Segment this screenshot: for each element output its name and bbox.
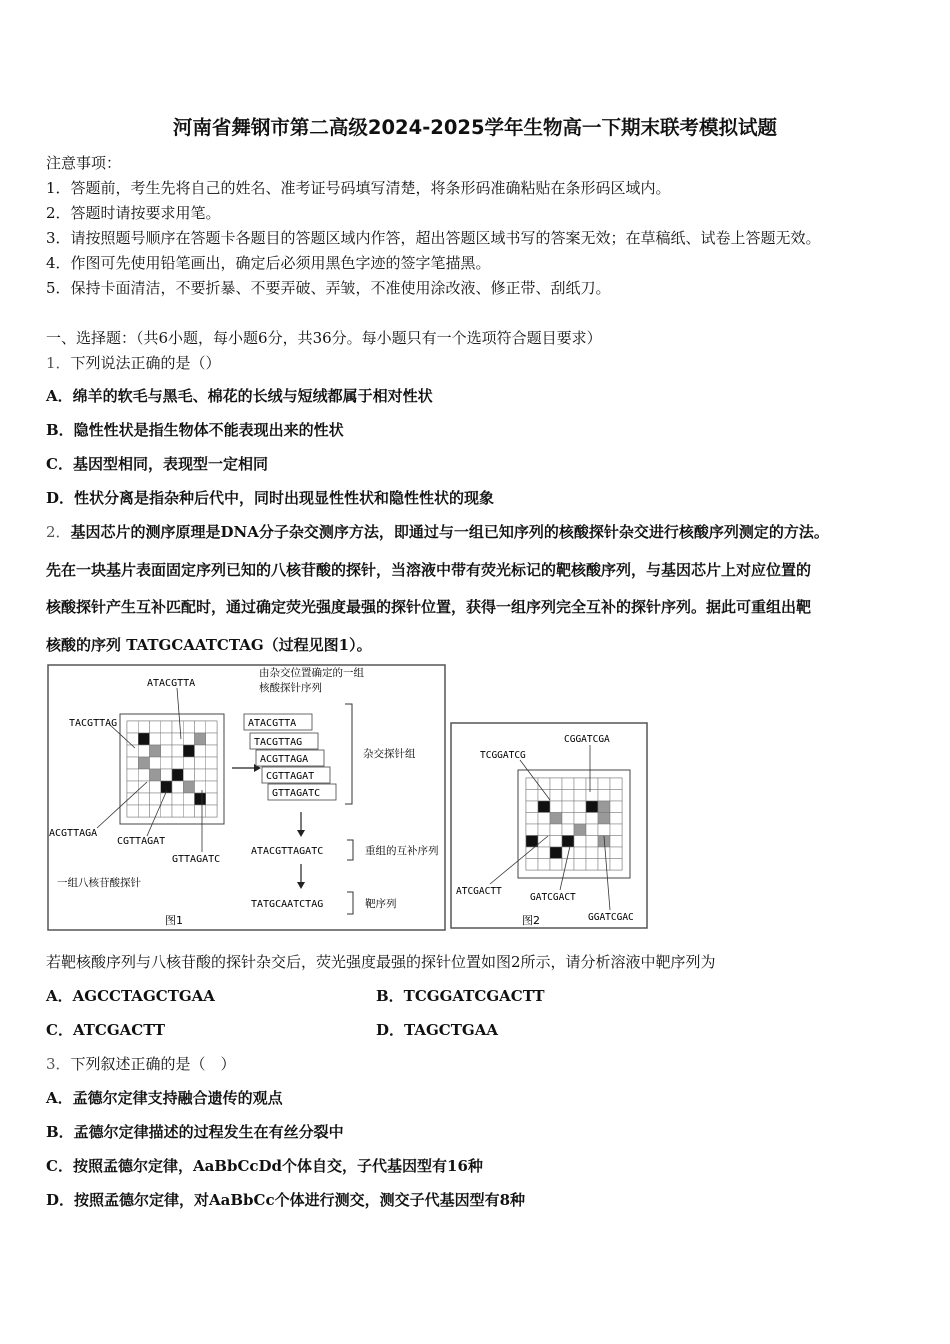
chip-cell	[172, 757, 183, 769]
chip-cell	[550, 859, 562, 871]
chip-cell	[550, 801, 562, 813]
section-heading: 一、选择题：（共6小题，每小题6分，共36分。每小题只有一个选项符合题目要求）	[46, 329, 602, 347]
chip-cell	[586, 790, 598, 802]
question-number: 1．	[46, 354, 71, 372]
chip-cell	[138, 781, 149, 793]
chip-cell	[206, 733, 217, 745]
chip-cell	[562, 859, 574, 871]
option-a: A．孟德尔定律支持融合遗传的观点	[46, 1089, 283, 1107]
stack-probe: ATACGTTA	[248, 718, 297, 729]
chip-cell	[550, 824, 562, 836]
grid-1-cells	[127, 721, 217, 817]
chip-cell	[172, 781, 183, 793]
chip-cell	[538, 824, 550, 836]
chip-cell	[206, 793, 217, 805]
option-d: D．按照孟德尔定律，对AaBbCc个体进行测交，测交子代基因型有8种	[46, 1191, 526, 1209]
chip-cell	[586, 847, 598, 859]
chip-cell	[538, 836, 550, 848]
notice-item: 4．作图可先使用铅笔画出，确定后必须用黑色字迹的签字笔描黑。	[46, 254, 491, 272]
question-2-line-1: 2．基因芯片的测序原理是DNA分子杂交测序方法，即通过与一组已知序列的核酸探针杂交进行核酸序列测定的方法。	[46, 523, 829, 541]
chip-cell	[610, 778, 622, 790]
chip-cell	[562, 801, 574, 813]
chip-cell	[610, 836, 622, 848]
chip-cell	[598, 859, 610, 871]
chip-cell	[598, 847, 610, 859]
chip-cell	[150, 721, 161, 733]
chip-cell	[538, 847, 550, 859]
chip-cell	[586, 836, 598, 848]
chip-cell	[526, 790, 538, 802]
notice-item: 3．请按照题号顺序在答题卡各题目的答题区域内作答，超出答题区域书写的答案无效；在草稿纸、试卷上答题无效。	[46, 229, 821, 247]
chip-cell	[195, 805, 206, 817]
chip-cell	[610, 813, 622, 825]
chip-cell	[183, 745, 194, 757]
question-stem: 下列说法正确的是（）	[70, 354, 221, 372]
chip-cell	[138, 745, 149, 757]
chip-cell	[574, 801, 586, 813]
chip-cell	[172, 793, 183, 805]
question-2-prompt: 若靶核酸序列与八核苷酸的探针杂交后，荧光强度最强的探针位置如图2所示，请分析溶液中靶序列为	[46, 953, 716, 971]
chip-cell	[610, 847, 622, 859]
chip-cell	[206, 745, 217, 757]
recombined-label: 重组的互补序列	[365, 845, 439, 857]
chip-cell	[586, 824, 598, 836]
chip-cell	[574, 859, 586, 871]
option-a: A．AGCCTAGCTGAA	[46, 987, 215, 1005]
probe-label: GATCGACT	[530, 892, 576, 903]
chip-cell	[550, 836, 562, 848]
hybrid-label: 杂交探针组	[363, 748, 416, 760]
question-number: 2．	[46, 523, 71, 541]
chip-cell	[150, 793, 161, 805]
chip-cell	[526, 778, 538, 790]
chip-cell	[161, 733, 172, 745]
chip-cell	[538, 790, 550, 802]
chip-cell	[183, 781, 194, 793]
chip-cell	[526, 824, 538, 836]
probe-label: CGTTAGAT	[117, 836, 166, 847]
grid-2-cells	[526, 778, 622, 870]
probe-label: GTTAGATC	[172, 854, 221, 865]
chip-cell	[161, 805, 172, 817]
stack-probe: GTTAGATC	[272, 788, 321, 799]
top-label: 由杂交位置确定的一组	[259, 667, 364, 679]
chip-cell	[610, 801, 622, 813]
chip-cell	[195, 745, 206, 757]
chip-cell	[195, 721, 206, 733]
chip-cell	[562, 813, 574, 825]
chip-cell	[586, 801, 598, 813]
chip-cell	[150, 769, 161, 781]
option-a: A．绵羊的软毛与黑毛、棉花的长绒与短绒都属于相对性状	[46, 387, 433, 405]
chip-cell	[562, 790, 574, 802]
chip-cell	[610, 859, 622, 871]
chip-cell	[206, 721, 217, 733]
chip-cell	[550, 778, 562, 790]
probe-label: ATCGACTT	[456, 886, 502, 897]
chip-cell	[183, 769, 194, 781]
chip-cell	[161, 757, 172, 769]
chip-cell	[127, 733, 138, 745]
chip-cell	[183, 793, 194, 805]
probe-label: TCGGATCG	[480, 750, 526, 761]
stack-probe: CGTTAGAT	[266, 771, 315, 782]
question-3	[46, 1053, 236, 1074]
chip-cell	[195, 733, 206, 745]
chip-cell	[538, 778, 550, 790]
chip-cell	[206, 805, 217, 817]
chip-cell	[150, 781, 161, 793]
chip-cell	[138, 733, 149, 745]
chip-cell	[550, 790, 562, 802]
chip-cell	[538, 813, 550, 825]
question-2-line-4: 核酸的序列 TATGCAATCTAG（过程见图1）。	[46, 636, 372, 654]
chip-cell	[183, 733, 194, 745]
question-stem: 下列叙述正确的是（ ）	[70, 1055, 236, 1073]
chip-cell	[598, 824, 610, 836]
chip-cell	[574, 847, 586, 859]
option-c: C．按照孟德尔定律，AaBbCcDd个体自交，子代基因型有16种	[46, 1157, 483, 1175]
chip-cell	[150, 733, 161, 745]
chip-cell	[574, 824, 586, 836]
chip-cell	[138, 769, 149, 781]
chip-cell	[183, 721, 194, 733]
chip-cell	[150, 805, 161, 817]
chip-cell	[550, 847, 562, 859]
chip-cell	[598, 778, 610, 790]
chip-cell	[138, 757, 149, 769]
chip-cell	[598, 813, 610, 825]
recombined-seq: ATACGTTAGATC	[251, 846, 324, 857]
chip-cell	[538, 859, 550, 871]
question-1	[46, 352, 221, 373]
option-b: B．TCGGATCGACTT	[376, 987, 545, 1005]
chip-cell	[586, 859, 598, 871]
chip-cell	[206, 757, 217, 769]
stack-probe: TACGTTAG	[254, 737, 303, 748]
figure-1	[47, 664, 447, 932]
chip-cell	[610, 790, 622, 802]
option-b: B．孟德尔定律描述的过程发生在有丝分裂中	[46, 1123, 344, 1141]
notice-item: 5．保持卡面清洁，不要折暴、不要弄破、弄皱，不准使用涂改液、修正带、刮纸刀。	[46, 279, 611, 297]
chip-cell	[161, 769, 172, 781]
target-label: 靶序列	[365, 898, 397, 910]
chip-cell	[127, 769, 138, 781]
chip-cell	[150, 745, 161, 757]
chip-cell	[538, 801, 550, 813]
chip-cell	[195, 793, 206, 805]
chip-cell	[574, 813, 586, 825]
option-c: C．基因型相同，表现型一定相同	[46, 455, 268, 473]
chip-cell	[127, 805, 138, 817]
target-seq: TATGCAATCTAG	[251, 899, 324, 910]
probe-label: GGATCGAC	[588, 912, 634, 923]
figure-2	[450, 722, 648, 930]
question-2-line-3: 核酸探针产生互补匹配时，通过确定荧光强度最强的探针位置，获得一组序列完全互补的探针序列。据此可重组出靶	[46, 598, 812, 616]
chip-cell	[183, 757, 194, 769]
chip-cell	[161, 745, 172, 757]
chip-cell	[526, 813, 538, 825]
chip-cell	[183, 805, 194, 817]
chip-cell	[161, 721, 172, 733]
probe-label: TACGTTAG	[69, 718, 118, 729]
chip-cell	[172, 745, 183, 757]
chip-cell	[206, 781, 217, 793]
chip-cell	[526, 801, 538, 813]
probe-label: ACGTTAGA	[49, 828, 98, 839]
notice-heading: 注意事项：	[46, 154, 122, 172]
chip-cell	[574, 836, 586, 848]
chip-cell	[562, 824, 574, 836]
chip-cell	[562, 847, 574, 859]
chip-cell	[127, 721, 138, 733]
question-2-line-2: 先在一块基片表面固定序列已知的八核苷酸的探针，当溶液中带有荧光标记的靶核酸序列，与基因芯片上对应位置的	[46, 561, 812, 579]
chip-cell	[138, 793, 149, 805]
probe-label: CGGATCGA	[564, 734, 610, 745]
chip-cell	[526, 859, 538, 871]
figure-label: 图2	[522, 914, 540, 927]
chip-cell	[206, 769, 217, 781]
probe-label: ATACGTTA	[147, 678, 196, 689]
chip-cell	[172, 721, 183, 733]
option-d: D．性状分离是指杂种后代中，同时出现显性性状和隐性性状的现象	[46, 489, 495, 507]
figure-label: 图1	[165, 914, 183, 927]
page-title: 河南省舞钢市第二高级2024-2025学年生物高一下期末联考模拟试题	[172, 116, 778, 139]
chip-cell	[195, 781, 206, 793]
chip-cell	[195, 757, 206, 769]
chip-cell	[562, 836, 574, 848]
notice-item: 1．答题前，考生先将自己的姓名、准考证号码填写清楚，将条形码准确粘贴在条形码区域内。	[46, 179, 671, 197]
chip-cell	[172, 805, 183, 817]
chip-cell	[127, 757, 138, 769]
chip-cell	[574, 790, 586, 802]
option-b: B．隐性性状是指生物体不能表现出来的性状	[46, 421, 344, 439]
chip-cell	[586, 813, 598, 825]
chip-cell	[161, 793, 172, 805]
chip-cell	[150, 757, 161, 769]
chip-cell	[562, 778, 574, 790]
chip-cell	[598, 790, 610, 802]
chip-cell	[138, 721, 149, 733]
chip-cell	[127, 745, 138, 757]
chip-cell	[574, 778, 586, 790]
chip-cell	[172, 733, 183, 745]
chip-cell	[195, 769, 206, 781]
question-number: 3．	[46, 1055, 71, 1073]
chip-cell	[172, 769, 183, 781]
chip-cell	[138, 805, 149, 817]
chip-cell	[586, 778, 598, 790]
chip-label: 一组八核苷酸探针	[57, 877, 141, 889]
notice-item: 2．答题时请按要求用笔。	[46, 204, 221, 222]
chip-cell	[550, 813, 562, 825]
option-c: C．ATCGACTT	[46, 1021, 166, 1039]
option-d: D．TAGCTGAA	[376, 1021, 498, 1039]
chip-cell	[610, 824, 622, 836]
top-label: 核酸探针序列	[259, 682, 322, 694]
stack-probe: ACGTTAGA	[260, 754, 309, 765]
chip-cell	[598, 801, 610, 813]
